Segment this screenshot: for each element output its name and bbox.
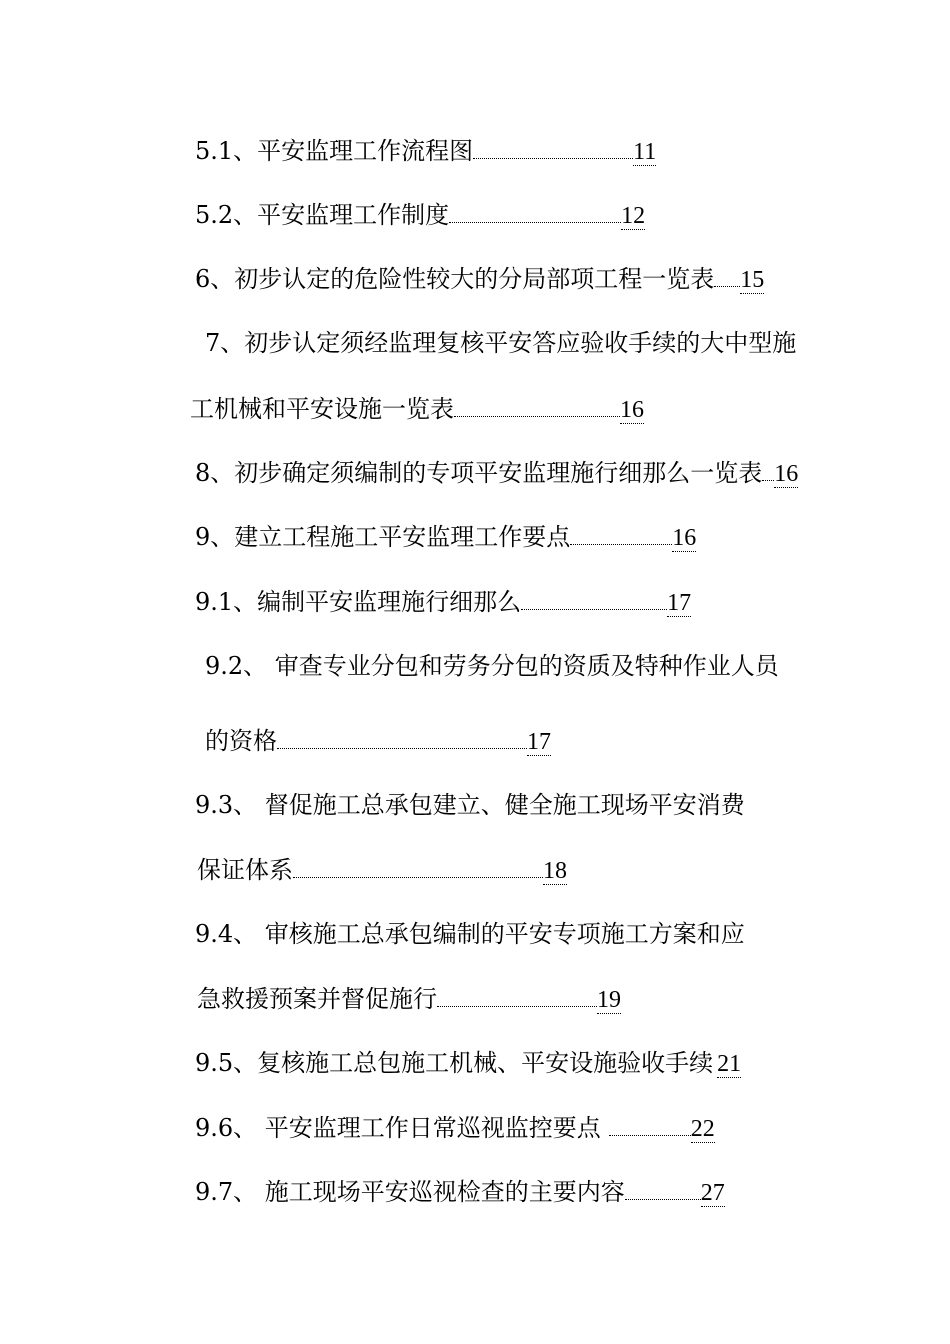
dot-leader (762, 460, 774, 481)
toc-entry-title: 6、初步认定的危险性较大的分局部项工程一览表 (195, 265, 715, 293)
toc-entry-7-line2[interactable] (190, 394, 644, 425)
toc-page-number: 16 (672, 525, 697, 551)
toc-entry-9-3-line2[interactable] (197, 855, 567, 886)
toc-entry-title: 5.2、平安监理工作制度 (195, 201, 450, 229)
toc-entry-9-4-line2[interactable] (197, 984, 621, 1015)
toc-entry-9-6[interactable] (195, 1113, 715, 1144)
toc-entry-9-3-line1[interactable] (195, 790, 745, 820)
toc-page-number: 11 (633, 139, 657, 165)
toc-entry-9-5[interactable] (195, 1048, 741, 1079)
dot-leader (609, 1115, 691, 1136)
toc-page-number: 12 (621, 203, 646, 229)
toc-page-number: 18 (543, 858, 567, 884)
toc-entry-title-cont: 急救援预案并督促施行 (197, 985, 437, 1013)
toc-entry-title: 9.5、复核施工总包施工机械、平安设施验收手续 (195, 1049, 714, 1077)
toc-entry-title: 9.6、 平安监理工作日常巡视监控要点 (195, 1114, 601, 1142)
dot-leader (454, 396, 620, 417)
toc-entry-9[interactable] (195, 522, 696, 553)
dot-leader (437, 986, 597, 1007)
toc-entry-9-4-line1[interactable] (195, 919, 745, 949)
toc-page-number: 16 (774, 461, 799, 487)
dot-leader (714, 266, 740, 287)
toc-entry-9-2-line1[interactable] (205, 651, 779, 681)
toc-entry-7-line1[interactable] (205, 328, 796, 358)
toc-page-number: 16 (620, 397, 644, 423)
toc-entry-9-7[interactable] (195, 1177, 725, 1208)
toc-page-number: 15 (740, 267, 765, 293)
toc-entry-title: 9.7、 施工现场平安巡视检查的主要内容 (195, 1178, 625, 1206)
toc-entry-title: 9、建立工程施工平安监理工作要点 (195, 523, 571, 551)
dot-leader (625, 1179, 701, 1200)
dot-leader (570, 524, 672, 545)
toc-entry-9-1[interactable] (195, 587, 691, 618)
dot-leader (277, 728, 527, 749)
toc-entry-5-1[interactable] (195, 136, 656, 167)
toc-entry-title: 8、初步确定须编制的专项平安监理施行细那么一览表 (195, 459, 763, 487)
toc-entry-title-cont: 工机械和平安设施一览表 (190, 395, 454, 423)
toc-entry-title-cont: 的资格 (205, 727, 277, 755)
toc-page-number: 17 (527, 729, 551, 755)
toc-entry-title: 5.1、平安监理工作流程图 (195, 137, 474, 165)
toc-entry-title: 9.1、编制平安监理施行细那么 (195, 588, 522, 616)
toc-page-number: 21 (717, 1051, 742, 1077)
toc-page-number: 17 (667, 590, 692, 616)
dot-leader (473, 138, 633, 159)
toc-entry-title-cont: 保证体系 (197, 856, 293, 884)
toc-page-number: 27 (700, 1180, 725, 1206)
dot-leader (521, 589, 667, 610)
toc-entry-title: 7、初步认定须经监理复核平安答应验收手续的大中型施 (205, 329, 797, 357)
toc-entry-title: 9.3、 督促施工总承包建立、健全施工现场平安消费 (195, 791, 745, 819)
toc-entry-title: 9.4、 审核施工总承包编制的平安专项施工方案和应 (195, 920, 745, 948)
toc-entry-6[interactable] (195, 264, 764, 295)
toc-entry-5-2[interactable] (195, 200, 645, 231)
toc-entry-9-2-line2[interactable] (205, 726, 551, 757)
dot-leader (293, 857, 543, 878)
toc-page-number: 19 (597, 987, 621, 1013)
toc-entry-8[interactable] (195, 458, 798, 489)
toc-entry-title: 9.2、 审查专业分包和劳务分包的资质及特种作业人员 (205, 652, 779, 680)
toc-page-number: 22 (690, 1116, 715, 1142)
dot-leader (449, 202, 621, 223)
